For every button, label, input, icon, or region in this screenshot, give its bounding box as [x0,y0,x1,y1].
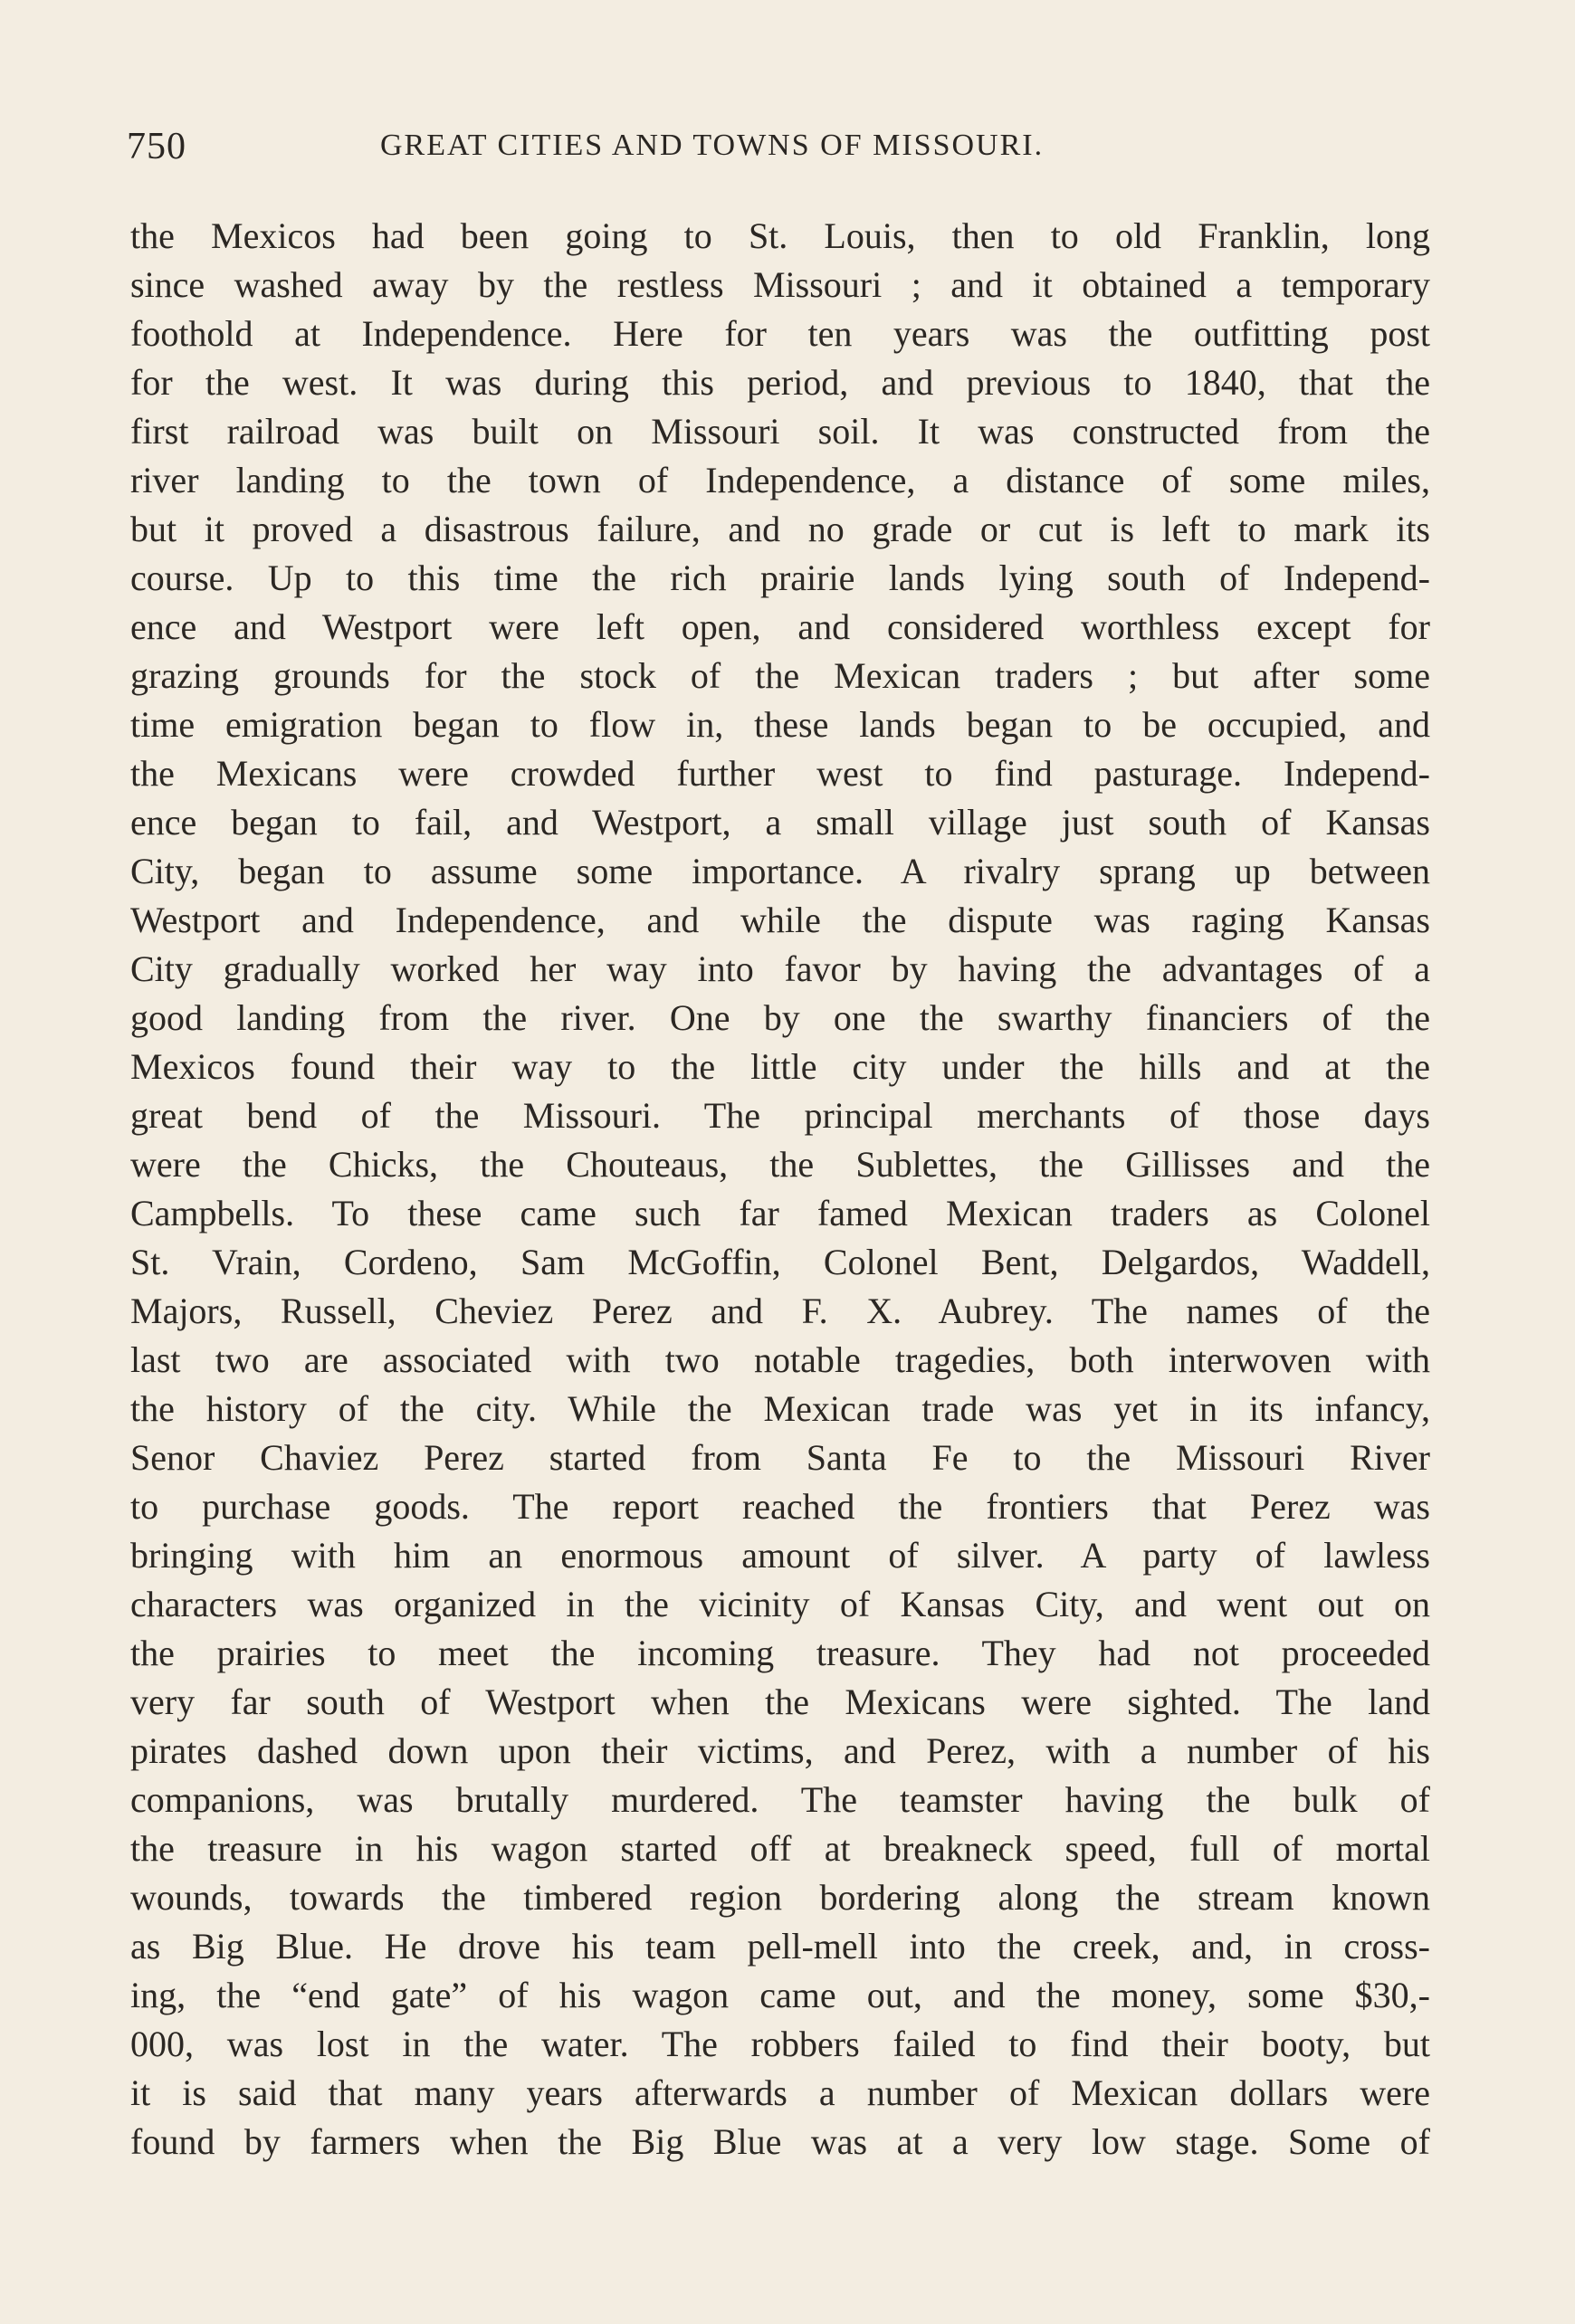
text-line: the Mexicos had been going to St. Louis, then to old Franklin, long [130,215,1430,256]
text-line: the prairies to meet the incoming treasure. They had not proceeded [130,1633,1430,1673]
text-line: Campbells. To these came such far famed Mexican traders as Colonel [130,1193,1430,1233]
text-line: last two are associated with two notable tragedies, both interwoven with [130,1339,1430,1380]
text-line: pirates dashed down upon their victims, and Perez, with a number of his [130,1730,1430,1771]
text-line: the treasure in his wagon started off at breakneck speed, full of mortal [130,1828,1430,1869]
text-line: Mexicos found their way to the little city under the hills and at the [130,1046,1430,1087]
text-line: but it proved a disastrous failure, and no grade or cut is left to mark its [130,509,1430,549]
text-line: river landing to the town of Independence, a distance of some miles, [130,460,1430,500]
text-line: time emigration began to flow in, these lands began to be occupied, and [130,704,1430,745]
text-line: ence began to fail, and Westport, a small village just south of Kansas [130,802,1430,843]
body-text [130,212,1430,2167]
text-line: Westport and Independence, and while the dispute was raging Kansas [130,900,1430,940]
text-line: the history of the city. While the Mexican trade was yet in its infancy, [130,1388,1430,1429]
text-line: great bend of the Missouri. The principal merchants of those days [130,1095,1430,1136]
page-header [127,125,1430,179]
text-line: companions, was brutally murdered. The teamster having the bulk of [130,1779,1430,1820]
page-number: 750 [127,126,186,167]
text-line: 000, was lost in the water. The robbers failed to find their booty, but [130,2024,1430,2064]
text-line: Senor Chaviez Perez started from Santa Fe to the Missouri River [130,1437,1430,1478]
text-line: foothold at Independence. Here for ten years was the outfitting post [130,313,1430,354]
text-line: course. Up to this time the rich prairie lands lying south of Independ- [130,557,1430,598]
text-line: very far south of Westport when the Mexicans were sighted. The land [130,1681,1430,1722]
text-line: good landing from the river. One by one the swarthy financiers of the [130,997,1430,1038]
text-line: City gradually worked her way into favor by having the advantages of a [130,948,1430,989]
text-line: it is said that many years afterwards a number of Mexican dollars were [130,2072,1430,2113]
text-line: to purchase goods. The report reached the frontiers that Perez was [130,1486,1430,1527]
text-line: the Mexicans were crowded further west to find pasturage. Independ- [130,753,1430,794]
text-line: found by farmers when the Big Blue was at a very low stage. Some of [130,2121,1430,2162]
text-line: were the Chicks, the Chouteaus, the Sublettes, the Gillisses and the [130,1144,1430,1185]
text-line: ing, the “end gate” of his wagon came out, and the money, some $30,- [130,1975,1430,2015]
text-line: for the west. It was during this period, and previous to 1840, that the [130,362,1430,403]
text-line: characters was organized in the vicinity of Kansas City, and went out on [130,1584,1430,1624]
text-line: St. Vrain, Cordeno, Sam McGoffin, Colonel Bent, Delgardos, Waddell, [130,1242,1430,1282]
text-line: since washed away by the restless Missouri ; and it obtained a temporary [130,264,1430,305]
text-line: Majors, Russell, Cheviez Perez and F. X. Aubrey. The names of the [130,1291,1430,1331]
text-line: grazing grounds for the stock of the Mexican traders ; but after some [130,655,1430,696]
text-line: as Big Blue. He drove his team pell-mell into the creek, and, in cross- [130,1926,1430,1967]
text-line: bringing with him an enormous amount of silver. A party of lawless [130,1535,1430,1576]
running-title: GREAT CITIES AND TOWNS OF MISSOURI. [380,129,1045,162]
text-line: first railroad was built on Missouri soil. It was constructed from the [130,411,1430,452]
text-line: City, began to assume some importance. A rivalry sprang up between [130,851,1430,891]
text-line: wounds, towards the timbered region bordering along the stream known [130,1877,1430,1918]
text-line: ence and Westport were left open, and considered worthless except for [130,606,1430,647]
